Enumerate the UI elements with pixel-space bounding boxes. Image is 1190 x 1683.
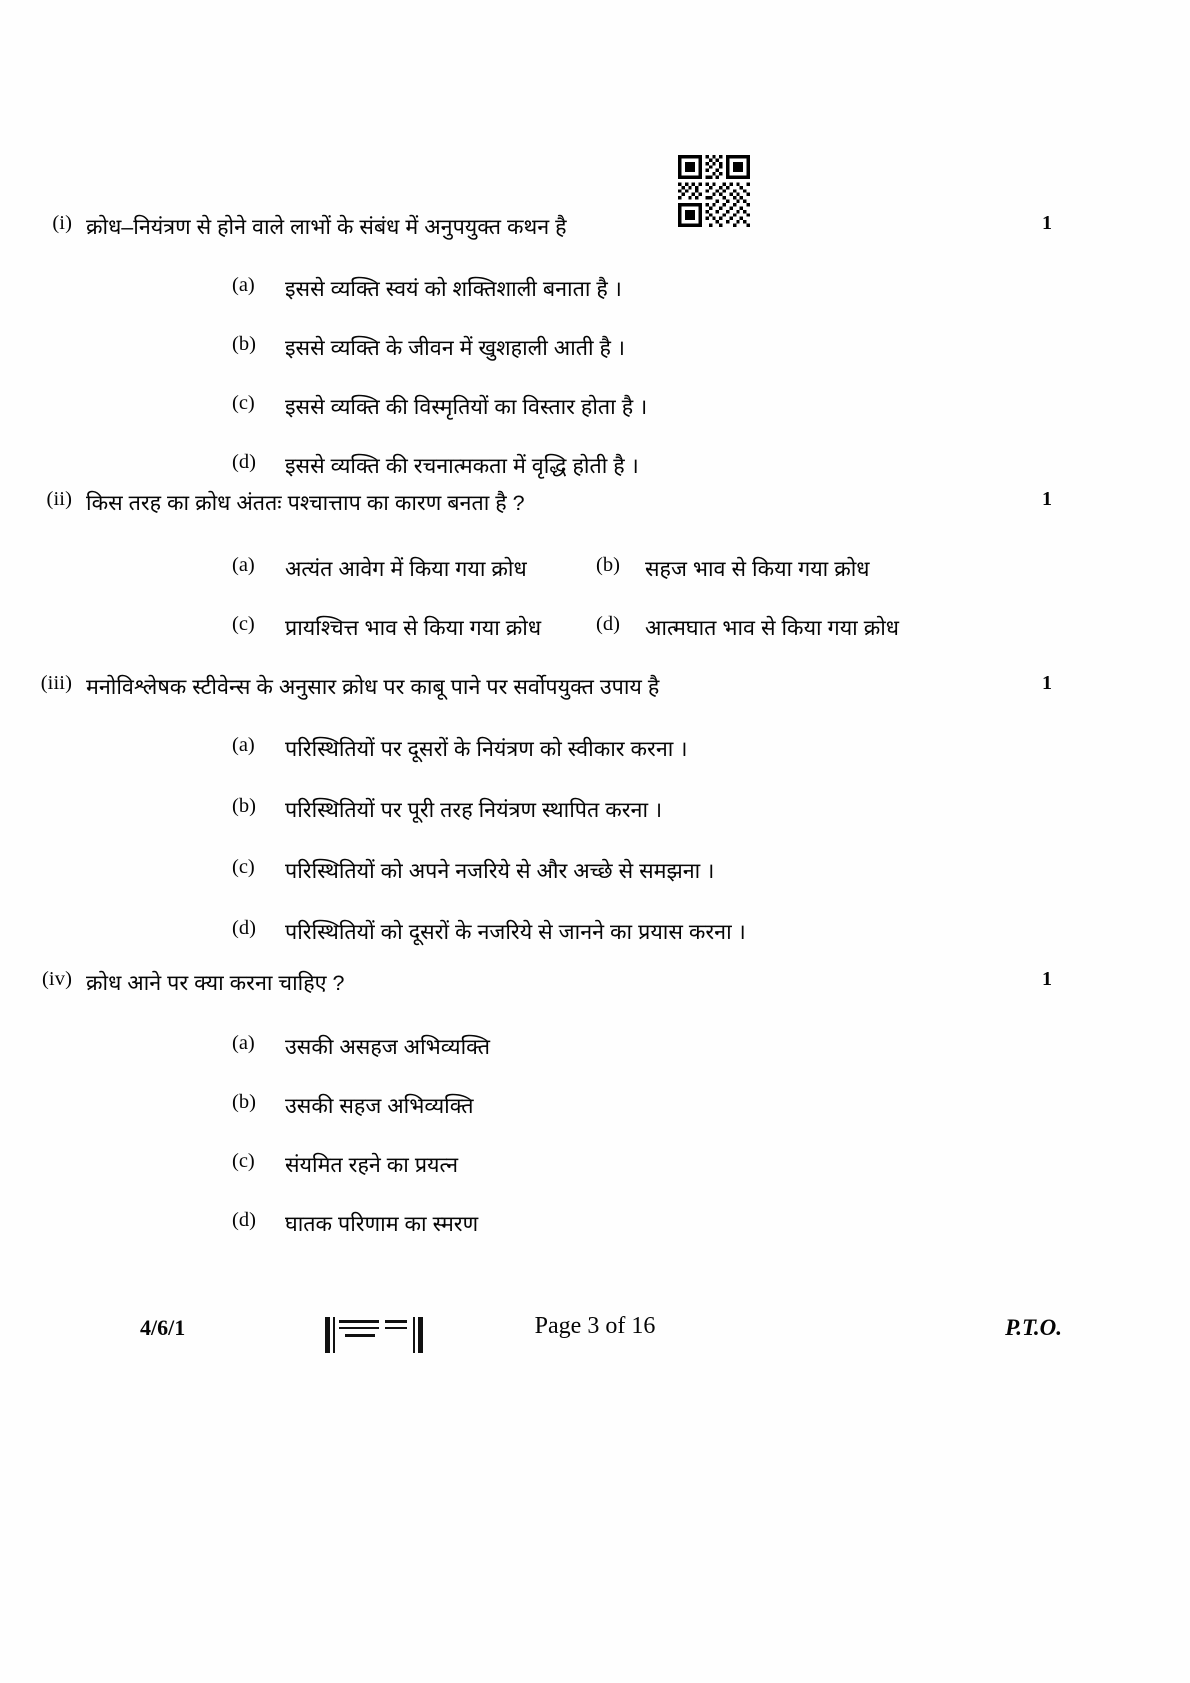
option-text-d: इससे व्यक्ति की रचनात्मकता में वृद्धि होती है ।: [285, 454, 639, 478]
option-label-b: (b): [232, 1091, 256, 1113]
option-row[interactable]: [0, 1209, 1190, 1268]
option-label-c: (c): [232, 856, 255, 878]
option-row[interactable]: [0, 333, 1190, 392]
option-label-d: (d): [596, 613, 620, 635]
question-text-ii: किस तरह का क्रोध अंततः पश्चात्ताप का कारण बनता है ?: [86, 491, 525, 515]
option-text-c: इससे व्यक्ति की विस्मृतियों का विस्तार होता है ।: [285, 395, 648, 419]
option-row[interactable]: [0, 392, 1190, 451]
option-label-b: (b): [596, 554, 620, 576]
question-block-ii: [0, 488, 1190, 672]
question-stem-i: [0, 212, 1190, 274]
option-row[interactable]: [0, 1150, 1190, 1209]
question-text-i: क्रोध–नियंत्रण से होने वाले लाभों के संबंध में अनुपयुक्त कथन है: [86, 215, 567, 239]
option-label-c: (c): [232, 392, 255, 414]
option-label-a: (a): [232, 734, 255, 756]
option-text-d: परिस्थितियों को दूसरों के नजरिये से जानने का प्रयास करना ।: [285, 920, 746, 944]
option-label-a: (a): [232, 1032, 255, 1054]
question-text-iv: क्रोध आने पर क्या करना चाहिए ?: [86, 971, 345, 995]
option-row[interactable]: [0, 554, 1190, 613]
option-text-a: परिस्थितियों पर दूसरों के नियंत्रण को स्वीकार करना ।: [285, 737, 688, 761]
option-text-a: अत्यंत आवेग में किया गया क्रोध: [285, 557, 527, 581]
paper-code: 4/6/1: [140, 1315, 186, 1340]
page-number-label: Page 3 of 16: [534, 1313, 656, 1339]
question-marks-iii: 1: [1042, 672, 1052, 694]
questions-container: [0, 212, 1190, 1258]
question-text-iii: मनोविश्लेषक स्टीवेन्स के अनुसार क्रोध पर काबू पाने पर सर्वोपयुक्त उपाय है: [86, 675, 660, 699]
page-footer: [0, 1305, 1190, 1365]
option-text-b: परिस्थितियों पर पूरी तरह नियंत्रण स्थापित करना ।: [285, 798, 663, 822]
option-label-d: (d): [232, 451, 256, 473]
option-text-c: परिस्थितियों को अपने नजरिये से और अच्छे से समझना ।: [285, 859, 715, 883]
question-number-ii: (ii): [46, 488, 72, 510]
option-label-a: (a): [232, 554, 255, 576]
option-row[interactable]: [0, 613, 1190, 672]
option-text-b: उसकी सहज अभिव्यक्ति: [285, 1094, 474, 1118]
option-row[interactable]: [0, 1032, 1190, 1091]
option-label-d: (d): [232, 917, 256, 939]
question-block-iv: [0, 968, 1190, 1258]
option-text-a: उसकी असहज अभिव्यक्ति: [285, 1035, 490, 1059]
option-text-c: संयमित रहने का प्रयत्न: [285, 1153, 459, 1177]
question-number-i: (i): [52, 212, 72, 234]
question-marks-i: 1: [1042, 212, 1052, 234]
option-text-b: सहज भाव से किया गया क्रोध: [645, 557, 870, 581]
option-row[interactable]: [0, 856, 1190, 917]
option-label-b: (b): [232, 333, 256, 355]
question-stem-iv: [0, 968, 1190, 1032]
question-number-iii: (iii): [40, 672, 72, 694]
question-stem-ii: [0, 488, 1190, 554]
question-block-i: [0, 212, 1190, 488]
option-row[interactable]: [0, 1091, 1190, 1150]
option-text-d: आत्मघात भाव से किया गया क्रोध: [645, 616, 900, 640]
question-stem-iii: [0, 672, 1190, 734]
question-marks-ii: 1: [1042, 488, 1052, 510]
option-text-a: इससे व्यक्ति स्वयं को शक्तिशाली बनाता है ।: [285, 277, 622, 301]
option-label-c: (c): [232, 1150, 255, 1172]
option-row[interactable]: [0, 795, 1190, 856]
option-label-c: (c): [232, 613, 255, 635]
option-label-b: (b): [232, 795, 256, 817]
option-row[interactable]: [0, 274, 1190, 333]
option-text-c: प्रायश्चित्त भाव से किया गया क्रोध: [285, 616, 542, 640]
option-label-d: (d): [232, 1209, 256, 1231]
pto-label: P.T.O.: [1005, 1315, 1062, 1340]
question-marks-iv: 1: [1042, 968, 1052, 990]
option-text-d: घातक परिणाम का स्मरण: [285, 1212, 479, 1236]
question-block-iii: [0, 672, 1190, 968]
option-text-b: इससे व्यक्ति के जीवन में खुशहाली आती है ।: [285, 336, 626, 360]
option-label-a: (a): [232, 274, 255, 296]
option-row[interactable]: [0, 734, 1190, 795]
question-number-iv: (iv): [42, 968, 72, 990]
